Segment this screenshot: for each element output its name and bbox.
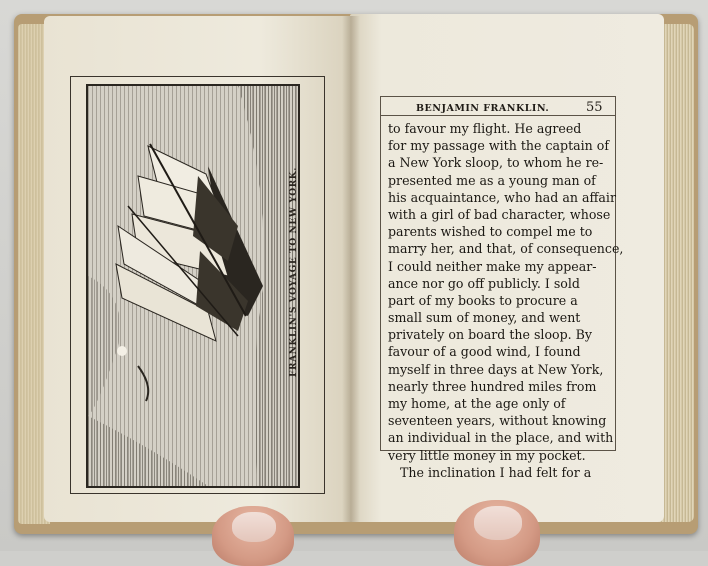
text-line: his acquaintance, who had an affair [388,189,616,205]
text-line: to favour my flight. He agreed [388,121,582,136]
page-body-text [388,120,624,481]
text-line: I could neither make my appear- [388,258,597,274]
right-thumbnail [474,506,522,540]
text-line: privately on board the sloop. By [388,327,593,343]
text-line: part of my books to procure a [388,292,578,308]
text-line: myself in three days at New York, [388,361,604,377]
text-line: small sum of money, and went [388,310,581,326]
text-line: for my passage with the captain of [388,138,610,154]
ship-engraving [86,84,300,488]
text-line: presented me as a young man of [388,172,596,188]
left-thumbnail [232,512,276,542]
plate-caption: FRANKLIN'S VOYAGE TO NEW YORK. [289,167,299,377]
running-head-title: BENJAMIN FRANKLIN. [416,103,550,114]
text-line: seventeen years, without knowing [388,413,607,429]
text-line: an individual in the place, and with [388,430,614,446]
text-line: favour of a good wind, I found [388,344,581,360]
text-line: with a girl of bad character, whose [388,206,611,222]
text-line: nearly three hundred miles from [388,378,597,394]
ship-engraving-art [88,86,298,486]
text-line: ance nor go off publicly. I sold [388,275,580,291]
text-line: very little money in my pocket. [388,447,586,463]
page-number: 55 [586,100,603,115]
text-line: a New York sloop, to whom he re- [388,155,604,171]
text-line: The inclination I had felt for a [400,464,592,480]
text-line: my home, at the age only of [388,396,566,411]
book-gutter [342,16,360,522]
text-line: marry her, and that, of consequence, [388,241,624,257]
text-line: parents wished to compel me to [388,224,593,240]
